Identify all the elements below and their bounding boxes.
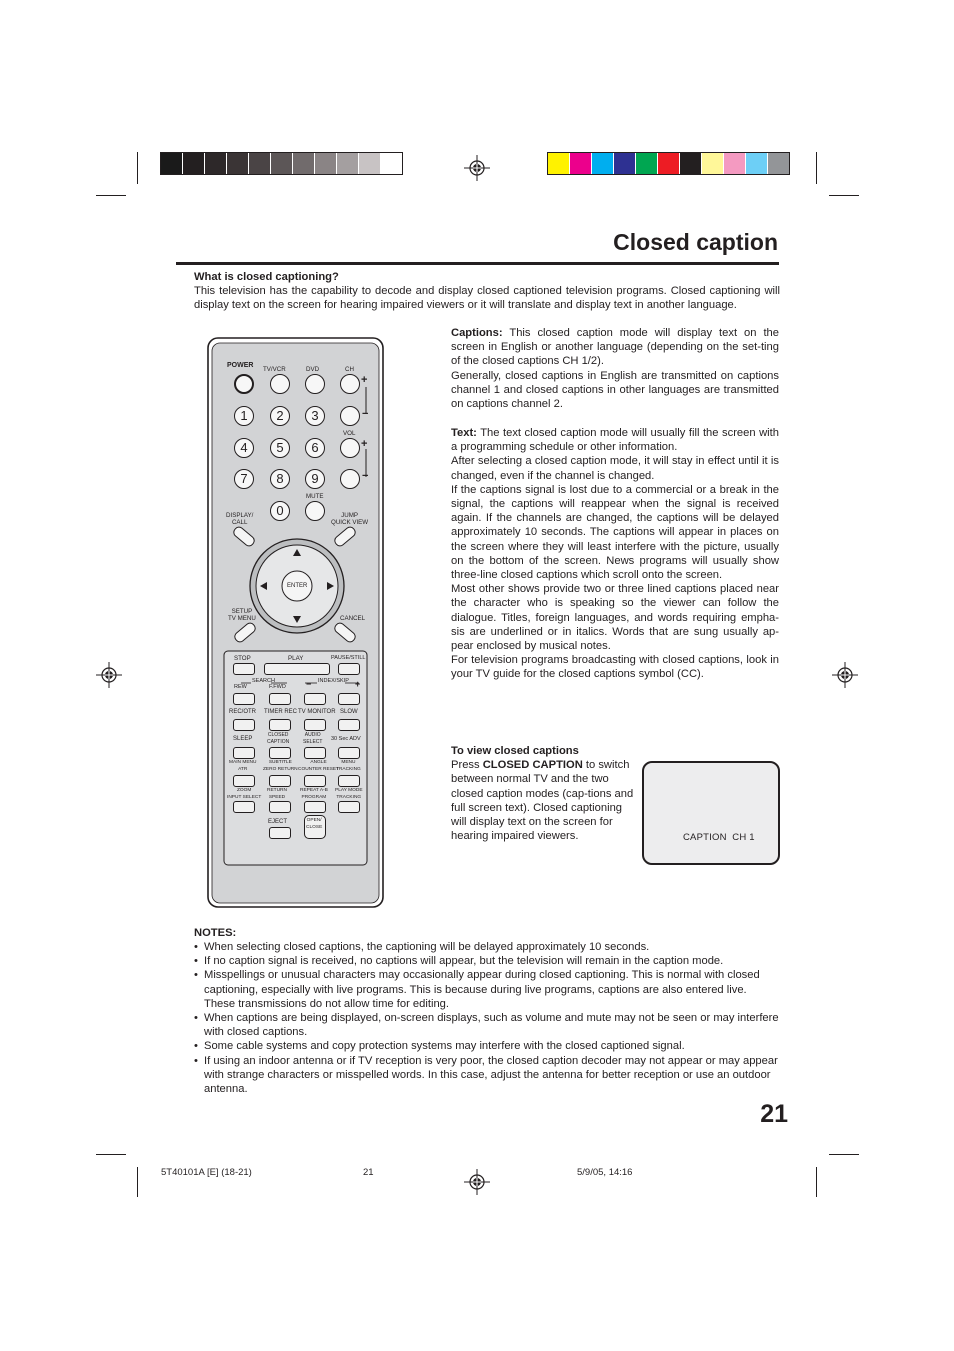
color-swatch bbox=[359, 153, 381, 174]
audio-select-button[interactable] bbox=[304, 747, 326, 759]
adv-label: 30 Sec ADV bbox=[331, 736, 361, 742]
color-swatch bbox=[337, 153, 359, 174]
play-label: PLAY bbox=[288, 655, 304, 662]
color-swatch bbox=[315, 153, 337, 174]
skip-back-button[interactable] bbox=[304, 693, 326, 705]
color-swatch bbox=[614, 153, 636, 174]
color-swatch bbox=[293, 153, 315, 174]
tvvcr-label: TV/VCR bbox=[263, 366, 286, 373]
text-mode-label: Text: bbox=[451, 427, 477, 439]
color-swatch bbox=[227, 153, 249, 174]
notes-list bbox=[194, 940, 780, 1096]
setup-label: SETUP TV MENU bbox=[228, 608, 256, 622]
digit-9-button[interactable]: 9 bbox=[305, 469, 325, 489]
slow-label: SLOW bbox=[340, 709, 358, 715]
angle-label: ANGLE COUNTER RESET bbox=[298, 760, 340, 772]
color-swatch bbox=[768, 153, 789, 174]
return-label: RETURN SPEED bbox=[267, 788, 287, 800]
color-swatch bbox=[161, 153, 183, 174]
display-label: DISPLAY/ CALL bbox=[226, 512, 254, 526]
stop-label: STOP bbox=[234, 655, 251, 662]
dvd-button[interactable] bbox=[305, 374, 325, 394]
registration-mark-icon bbox=[96, 662, 122, 688]
color-swatch bbox=[592, 153, 614, 174]
timer-rec-label: TIMER REC bbox=[264, 709, 297, 715]
tv-caption-text: CAPTION CH 1 bbox=[683, 832, 755, 843]
repeat-button[interactable] bbox=[304, 801, 326, 813]
closed-caption-key: CLOSED CAPTION bbox=[482, 759, 583, 772]
audio-select-label: AUDIO SELECT bbox=[303, 732, 323, 745]
jump-label: JUMP QUICK VIEW bbox=[331, 512, 369, 526]
page-title: Closed caption bbox=[613, 229, 778, 255]
color-swatch bbox=[249, 153, 271, 174]
registration-mark-icon bbox=[464, 1169, 490, 1195]
mute-button[interactable] bbox=[305, 501, 325, 521]
play-button[interactable] bbox=[264, 663, 330, 675]
vol-minus-label: − bbox=[362, 470, 369, 482]
slow-button[interactable] bbox=[338, 719, 360, 731]
color-swatch bbox=[680, 153, 702, 174]
color-swatch bbox=[636, 153, 658, 174]
text-mode-section bbox=[451, 426, 779, 682]
sleep-label: SLEEP bbox=[233, 736, 253, 742]
search-label: SEARCH bbox=[252, 678, 275, 684]
notes-heading: NOTES: bbox=[194, 927, 237, 939]
index-label: INDEX/SKIP bbox=[318, 678, 349, 684]
list-item: • Misspellings or unusual characters may occasionally appear during closed captioning. This is normal with closed captioning, especially with live programs. This is because during live programs, captions are also entered live. These transmissions do not allow time for editing. bbox=[194, 969, 760, 1010]
color-swatch bbox=[658, 153, 680, 174]
list-item: • When captions are being displayed, on-screen displays, such as volume and mute may not be seen or may interfere with closed captions. bbox=[194, 1012, 779, 1039]
menu-label: MENU TRACKING bbox=[336, 760, 361, 772]
digit-2-button[interactable]: 2 bbox=[270, 406, 290, 426]
color-swatch bbox=[548, 153, 570, 174]
registration-mark-icon bbox=[832, 662, 858, 688]
angle-button[interactable] bbox=[304, 775, 326, 787]
tvvcr-button[interactable] bbox=[270, 374, 290, 394]
menu-button[interactable] bbox=[338, 775, 360, 787]
vol-up-button[interactable] bbox=[340, 438, 360, 458]
ch-up-button[interactable] bbox=[340, 374, 360, 394]
text-mode-p4: Most other shows provide two or three lined captions placed near the character who is speaking so the viewer can follow the dialogue. Titles, foreign languages, and words requiring empha-sis are underlined or in italics. Words that are sung usually ap-pear enclosed by musical notes. bbox=[451, 583, 779, 653]
list-item: • Some cable systems and copy protection systems may interfere with the closed captioned signal. bbox=[194, 1040, 685, 1053]
text-mode-p1: The text closed caption mode will usually fill the screen with a programming schedule or other information. bbox=[451, 427, 779, 454]
gray-color-bar bbox=[160, 152, 403, 175]
view-heading: To view closed captions bbox=[451, 745, 579, 757]
digit-8-button[interactable]: 8 bbox=[270, 469, 290, 489]
color-swatch bbox=[702, 153, 724, 174]
rec-label: REC/OTR bbox=[229, 709, 256, 715]
ch-down-button[interactable] bbox=[340, 406, 360, 426]
vol-down-button[interactable] bbox=[340, 469, 360, 489]
footer-date: 5/9/05, 14:16 bbox=[577, 1167, 633, 1178]
adv-button[interactable] bbox=[338, 747, 360, 759]
digit-0-button[interactable]: 0 bbox=[270, 501, 290, 521]
color-swatch bbox=[570, 153, 592, 174]
color-swatch bbox=[183, 153, 205, 174]
footer-page: 21 bbox=[363, 1167, 374, 1178]
rew-button[interactable] bbox=[233, 693, 255, 705]
rec-button[interactable] bbox=[233, 719, 255, 731]
text-mode-p2: After selecting a closed caption mode, it will stay in effect until it is changed, even if the channel is changed. bbox=[451, 455, 779, 482]
sleep-button[interactable] bbox=[233, 747, 255, 759]
list-item: • If using an indoor antenna or if TV reception is very poor, the closed caption decoder may not appear or may appear with strange characters or misspelled words. In this case, adjust the antenna for better reception or use an outdoor antenna. bbox=[194, 1054, 778, 1096]
captions-text-1: This closed caption mode will display text on the screen in English or another language (depending on the set-ting of the closed captions CH 1/2). bbox=[451, 327, 779, 368]
tv-monitor-button[interactable] bbox=[304, 719, 326, 731]
page-number: 21 bbox=[760, 1100, 788, 1128]
registration-mark-icon bbox=[464, 155, 490, 181]
digit-4-button[interactable]: 4 bbox=[234, 438, 254, 458]
list-item: • If no caption signal is received, no captions will appear, but the television will remain in the caption mode. bbox=[194, 955, 724, 968]
ch-label: CH bbox=[345, 366, 354, 373]
text-mode-p3: If the captions signal is lost due to a commercial or a break in the signal, the captions will reappear when the signal is received again. If the channels are changed, the captions will be delayed approximately 10 seconds. The captions will appear in places on the screen where they will least interfere with the picture, usually on the bottom of the screen. News programs will usually show three-line closed captions which scroll onto the screen. bbox=[451, 483, 779, 582]
view-captions-section bbox=[451, 744, 637, 843]
footer-code: 5T40101A [E] (18-21) bbox=[161, 1167, 252, 1178]
captions-text-2: Generally, closed captions in English are transmitted on captions channel 1 and closed captions in other languages are transmitted on captions channel 2. bbox=[451, 369, 779, 411]
skip-forward-button[interactable] bbox=[338, 693, 360, 705]
main-menu-label: MAIN MENU ATR bbox=[229, 760, 257, 772]
digit-7-button[interactable]: 7 bbox=[234, 469, 254, 489]
power-button[interactable] bbox=[234, 374, 254, 394]
color-swatch bbox=[724, 153, 746, 174]
digit-5-button[interactable]: 5 bbox=[270, 438, 290, 458]
cancel-label: CANCEL bbox=[340, 615, 366, 622]
intro-text: This television has the capability to decode and display closed captioned television programs. Closed captioning will display text on the screen for hearing impaired viewers or it will translate and display text in another language. bbox=[194, 285, 780, 312]
vol-plus-label: + bbox=[361, 438, 368, 450]
remote-control-illustration bbox=[207, 337, 384, 908]
return-button[interactable] bbox=[269, 801, 291, 813]
closed-caption-button[interactable] bbox=[269, 747, 291, 759]
intro-heading: What is closed captioning? bbox=[194, 271, 339, 283]
color-swatch bbox=[271, 153, 293, 174]
closed-caption-label: CLOSED CAPTION bbox=[267, 732, 290, 745]
captions-label: Captions: bbox=[451, 327, 503, 339]
digit-3-button[interactable]: 3 bbox=[305, 406, 325, 426]
play-mode-label: PLAY MODE TRACKING bbox=[335, 788, 363, 800]
dvd-label: DVD bbox=[306, 366, 320, 373]
digit-6-button[interactable]: 6 bbox=[305, 438, 325, 458]
zoom-button[interactable] bbox=[233, 801, 255, 813]
mute-label: MUTE bbox=[306, 493, 324, 500]
skip-plus-label: + bbox=[355, 679, 361, 689]
ffwd-label: F.FWD bbox=[269, 684, 286, 690]
ch-minus-label: − bbox=[362, 408, 369, 420]
title-rule bbox=[176, 262, 779, 265]
captions-section bbox=[451, 326, 779, 411]
pause-label: PAUSE/STILL bbox=[331, 655, 366, 661]
main-menu-button[interactable] bbox=[233, 775, 255, 787]
timer-rec-button[interactable] bbox=[269, 719, 291, 731]
pause-button[interactable] bbox=[338, 663, 360, 675]
eject-label: EJECT bbox=[268, 819, 288, 825]
subtitle-label: SUBTITLE ZERO RETURN bbox=[263, 760, 298, 772]
digit-1-button[interactable]: 1 bbox=[234, 406, 254, 426]
open-close-label: OPEN/ CLOSE bbox=[306, 818, 323, 830]
text-mode-p5: For television programs broadcasting with closed captions, look in your TV guide for the closed captions symbol (CC). bbox=[451, 654, 779, 681]
ch-plus-label: + bbox=[361, 374, 368, 386]
power-label: POWER bbox=[227, 362, 254, 369]
ffwd-button[interactable] bbox=[269, 693, 291, 705]
play-mode-button[interactable] bbox=[338, 801, 360, 813]
stop-button[interactable] bbox=[233, 663, 255, 675]
enter-button[interactable]: ENTER bbox=[287, 583, 308, 589]
list-item: • When selecting closed captions, the captioning will be delayed approximately 10 seconds. bbox=[194, 941, 650, 953]
color-swatch bbox=[381, 153, 402, 174]
eject-button[interactable] bbox=[269, 827, 291, 839]
skip-minus-label: − bbox=[306, 679, 312, 689]
vol-label: VOL bbox=[343, 430, 356, 437]
repeat-label: REPEAT A-B PROGRAM bbox=[300, 788, 328, 800]
zoom-label: ZOOM INPUT SELECT bbox=[227, 788, 262, 800]
color-swatch bbox=[746, 153, 768, 174]
tv-monitor-label: TV MONITOR bbox=[298, 709, 336, 715]
process-color-bar bbox=[547, 152, 790, 175]
tv-screen-illustration bbox=[642, 761, 780, 865]
rew-label: REW bbox=[234, 684, 247, 690]
view-post: to switch between normal TV and the two closed caption modes (cap-tions and full screen text). Closed captioning will display text on the screen for hearing impaired viewers. bbox=[451, 759, 634, 843]
subtitle-button[interactable] bbox=[269, 775, 291, 787]
color-swatch bbox=[205, 153, 227, 174]
view-pre: Press bbox=[451, 759, 483, 772]
